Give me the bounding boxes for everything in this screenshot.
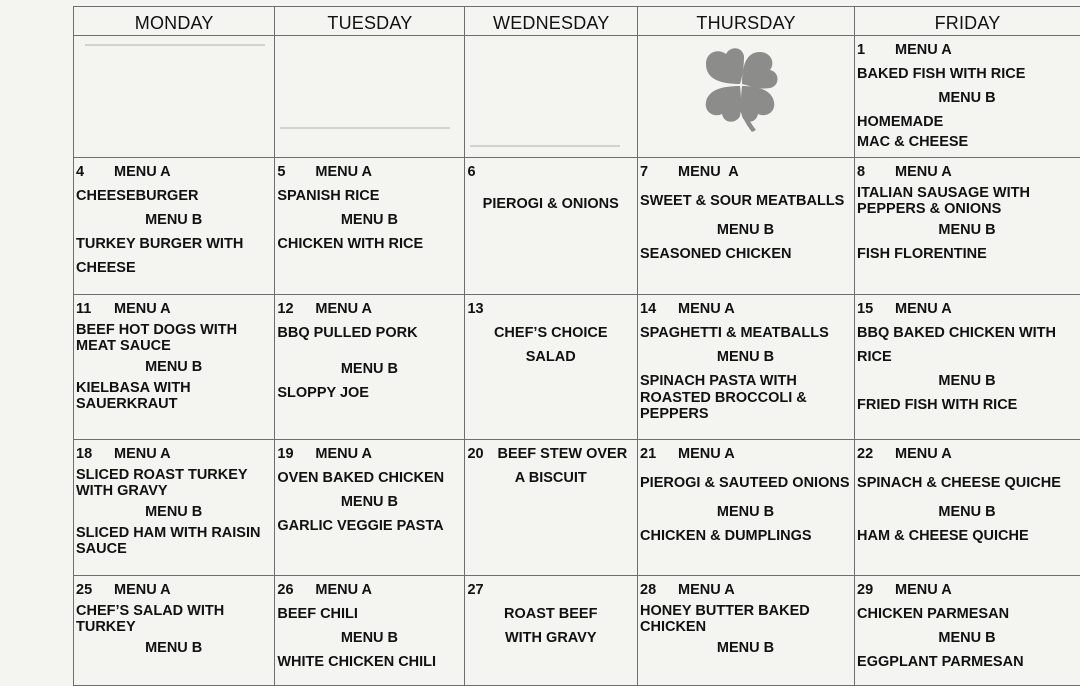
menu-b-item-line: MAC & CHEESE	[857, 134, 1077, 151]
menu-a-item: PIEROGI & SAUTEED ONIONS	[640, 466, 851, 500]
day-cell-6	[465, 158, 638, 295]
day-number: 20	[467, 446, 491, 463]
day-number: 11	[76, 301, 100, 318]
menu-b-item: GARLIC VEGGIE PASTA	[277, 514, 461, 538]
day-header	[640, 578, 851, 602]
day-cell-28	[638, 576, 855, 686]
menu-b-label: MENU B	[76, 636, 271, 660]
day-number: 19	[277, 446, 301, 463]
day-number: 6	[467, 164, 491, 181]
menu-a-label: MENU A	[678, 582, 735, 599]
lunch-menu-calendar	[73, 6, 1080, 686]
empty-day-cell	[275, 36, 465, 158]
day-cell-27	[465, 576, 638, 686]
day-header	[857, 442, 1077, 466]
menu-b-label: MENU B	[277, 626, 461, 650]
day-cell-7	[638, 158, 855, 295]
menu-b-label: MENU B	[640, 218, 851, 242]
menu-b-item: CHICKEN WITH RICE	[277, 232, 461, 256]
day-header	[467, 160, 634, 184]
empty-day-cell	[465, 36, 638, 158]
day-number: 1	[857, 42, 881, 59]
menu-a-item: BBQ PULLED PORK	[277, 321, 461, 345]
day-number: 29	[857, 582, 881, 599]
menu-b-item: SLICED HAM WITH RAISIN SAUCE	[76, 524, 271, 558]
menu-a-label: MENU A	[895, 446, 952, 463]
day-number: 7	[640, 164, 664, 181]
menu-b-item: SPINACH PASTA WITH ROASTED BROCCOLI & PEPPERS	[640, 369, 851, 423]
day-header	[857, 297, 1077, 321]
menu-a-item: OVEN BAKED CHICKEN	[277, 466, 461, 490]
week-row	[74, 576, 1080, 686]
day-header	[76, 578, 271, 602]
day-cell-4	[74, 158, 275, 295]
day-header	[76, 297, 271, 321]
day-cell-5	[275, 158, 465, 295]
day-number: 12	[277, 301, 301, 318]
day-cell-8	[855, 158, 1080, 295]
menu-a-item: SWEET & SOUR MEATBALLS	[640, 184, 851, 218]
menu-b-label: MENU B	[857, 626, 1077, 650]
menu-a-label: MENU A	[678, 301, 735, 318]
menu-item-line: A BISCUIT	[467, 466, 634, 490]
day-cell-29	[855, 576, 1080, 686]
day-cell-26	[275, 576, 465, 686]
menu-b-item: SLOPPY JOE	[277, 381, 461, 405]
day-header	[467, 297, 634, 321]
day-header	[277, 297, 461, 321]
menu-a-label: MENU A	[678, 446, 735, 463]
menu-a-item: SLICED ROAST TURKEY WITH GRAVY	[76, 466, 271, 500]
day-header	[467, 442, 634, 466]
menu-a-label: MENU A	[895, 164, 952, 181]
day-cell-22	[855, 440, 1080, 576]
menu-b-item: FISH FLORENTINE	[857, 242, 1077, 266]
day-number: 21	[640, 446, 664, 463]
menu-b-label: MENU B	[277, 490, 461, 514]
day-number: 22	[857, 446, 881, 463]
day-cell-11	[74, 295, 275, 440]
day-cell-19	[275, 440, 465, 576]
menu-a-item: BBQ BAKED CHICKEN WITH RICE	[857, 321, 1077, 369]
day-header	[857, 38, 1077, 62]
menu-b-label: MENU B	[857, 500, 1077, 524]
empty-day-cell	[74, 36, 275, 158]
menu-b-label: MENU B	[76, 355, 271, 379]
menu-b-label: MENU B	[857, 369, 1077, 393]
menu-b-label: MENU B	[857, 86, 1077, 110]
day-cell-1	[855, 36, 1080, 158]
day-number: 14	[640, 301, 664, 318]
day-header-monday: MONDAY	[74, 7, 275, 36]
menu-a-item: ITALIAN SAUSAGE WITH PEPPERS & ONIONS	[857, 184, 1077, 218]
day-cell-15	[855, 295, 1080, 440]
menu-a-label: MENU A	[114, 164, 171, 181]
day-cell-21	[638, 440, 855, 576]
menu-b-item: CHICKEN & DUMPLINGS	[640, 524, 851, 548]
menu-a-label: MENU A	[114, 301, 171, 318]
menu-b-label: MENU B	[277, 208, 461, 232]
day-number: 15	[857, 301, 881, 318]
day-cell-14	[638, 295, 855, 440]
day-number: 25	[76, 582, 100, 599]
menu-a-item: BEEF CHILI	[277, 602, 461, 626]
menu-a-item: SPINACH & CHEESE QUICHE	[857, 466, 1077, 500]
day-header	[640, 297, 851, 321]
menu-b-label: MENU B	[76, 208, 271, 232]
menu-b-label: MENU B	[640, 345, 851, 369]
day-number: 26	[277, 582, 301, 599]
menu-a-label: MENU A	[678, 164, 739, 181]
week-row	[74, 36, 1080, 158]
menu-a-label: MENU A	[895, 301, 952, 318]
day-cell-20	[465, 440, 638, 576]
day-number: 18	[76, 446, 100, 463]
menu-b-item: WHITE CHICKEN CHILI	[277, 650, 461, 674]
day-header	[277, 160, 461, 184]
menu-b-item: FRIED FISH WITH RICE	[857, 393, 1077, 417]
menu-item: PIEROGI & ONIONS	[467, 192, 634, 216]
day-header	[277, 442, 461, 466]
menu-b-label: MENU B	[857, 218, 1077, 242]
week-row	[74, 440, 1080, 576]
day-number: 13	[467, 301, 491, 318]
menu-a-label: MENU A	[895, 42, 952, 59]
day-cell-25	[74, 576, 275, 686]
day-cell-18	[74, 440, 275, 576]
day-header	[467, 578, 634, 602]
day-header-friday: FRIDAY	[855, 7, 1080, 36]
menu-b-label: MENU B	[640, 500, 851, 524]
menu-a-item: HONEY BUTTER BAKED CHICKEN	[640, 602, 851, 636]
day-number: 4	[76, 164, 100, 181]
menu-item-line: CHEF’S CHOICE	[467, 321, 634, 345]
menu-b-label: MENU B	[76, 500, 271, 524]
day-number: 28	[640, 582, 664, 599]
day-header-row	[74, 7, 1080, 36]
menu-item-line: ROAST BEEF	[467, 602, 634, 626]
menu-a-item: BEEF HOT DOGS WITH MEAT SAUCE	[76, 321, 271, 355]
menu-a-item: BAKED FISH WITH RICE	[857, 62, 1077, 86]
menu-a-label: MENU A	[895, 582, 952, 599]
day-number: 27	[467, 582, 491, 599]
menu-a-item: SPANISH RICE	[277, 184, 461, 208]
day-header	[640, 160, 851, 184]
menu-item-line: SALAD	[467, 345, 634, 369]
day-header-tuesday: TUESDAY	[275, 7, 465, 36]
menu-item-line: WITH GRAVY	[467, 626, 634, 650]
day-header	[277, 578, 461, 602]
menu-a-label: MENU A	[114, 582, 171, 599]
menu-b-item: HAM & CHEESE QUICHE	[857, 524, 1077, 548]
day-header	[76, 160, 271, 184]
day-header-thursday: THURSDAY	[638, 7, 855, 36]
menu-a-item: SPAGHETTI & MEATBALLS	[640, 321, 851, 345]
menu-a-item: CHEESEBURGER	[76, 184, 271, 208]
menu-a-item: CHICKEN PARMESAN	[857, 602, 1077, 626]
menu-b-item: TURKEY BURGER WITH CHEESE	[76, 232, 271, 280]
week-row	[74, 158, 1080, 295]
clover-day-cell	[638, 36, 855, 158]
menu-item-line: BEEF STEW OVER	[497, 446, 627, 463]
day-header	[76, 442, 271, 466]
day-cell-12	[275, 295, 465, 440]
menu-a-item: CHEF’S SALAD WITH TURKEY	[76, 602, 271, 636]
menu-b-item: EGGPLANT PARMESAN	[857, 650, 1077, 674]
menu-a-label: MENU A	[315, 582, 372, 599]
menu-a-label: MENU A	[114, 446, 171, 463]
menu-b-item: KIELBASA WITH SAUERKRAUT	[76, 379, 271, 413]
day-header	[857, 578, 1077, 602]
menu-b-item-line: HOMEMADE	[857, 110, 1077, 134]
four-leaf-clover-icon	[682, 40, 800, 132]
day-number: 5	[277, 164, 301, 181]
menu-a-label: MENU A	[315, 446, 372, 463]
menu-b-label: MENU B	[277, 357, 461, 381]
day-header	[640, 442, 851, 466]
day-header	[857, 160, 1077, 184]
day-header-wednesday: WEDNESDAY	[465, 7, 638, 36]
day-number: 8	[857, 164, 881, 181]
menu-b-label: MENU B	[640, 636, 851, 660]
menu-b-item: SEASONED CHICKEN	[640, 242, 851, 266]
day-cell-13	[465, 295, 638, 440]
menu-a-label: MENU A	[315, 164, 372, 181]
week-row	[74, 295, 1080, 440]
menu-a-label: MENU A	[315, 301, 372, 318]
